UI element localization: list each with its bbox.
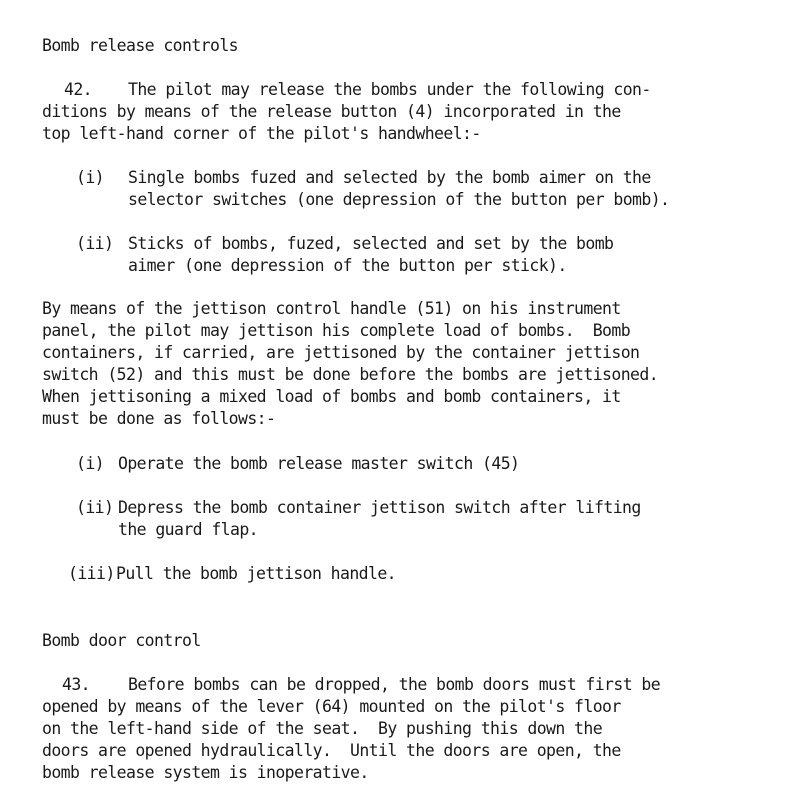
condition-text-line: aimer (one depression of the button per stick).	[128, 256, 567, 275]
paragraph-42-line: The pilot may release the bombs under the following con-	[128, 80, 651, 99]
step-text-line: Operate the bomb release master switch (45)	[118, 454, 520, 473]
jettison-paragraph-line: When jettisoning a mixed load of bombs and bomb containers, it	[42, 387, 621, 406]
step-label: (i)	[76, 454, 105, 473]
condition-text-line: Single bombs fuzed and selected by the bomb aimer on the	[128, 168, 651, 187]
step-label: (ii)	[76, 498, 114, 517]
paragraph-number-43: 43.	[62, 675, 91, 694]
condition-text-line: Sticks of bombs, fuzed, selected and set by the bomb	[128, 234, 614, 253]
condition-label: (i)	[76, 168, 105, 187]
jettison-paragraph-line: containers, if carried, are jettisoned by the container jettison	[42, 343, 640, 362]
section-heading-bomb-release-controls: Bomb release controls	[42, 36, 239, 55]
jettison-paragraph-line: switch (52) and this must be done before the bombs are jettisoned.	[42, 365, 659, 384]
section-heading-bomb-door-control: Bomb door control	[42, 631, 201, 650]
paragraph-43-line: bomb release system is inoperative.	[42, 763, 369, 782]
paragraph-42-line: top left-hand corner of the pilot's handwheel:-	[42, 124, 481, 143]
jettison-paragraph-line: must be done as follows:-	[42, 409, 276, 428]
step-text-line: the guard flap.	[118, 520, 259, 539]
step-text-line: Pull the bomb jettison handle.	[116, 564, 397, 583]
condition-label: (ii)	[76, 234, 114, 253]
paragraph-number-42: 42.	[64, 80, 93, 99]
step-text-line: Depress the bomb container jettison switch after lifting	[118, 498, 641, 517]
paragraph-43-line: doors are opened hydraulically. Until the doors are open, the	[42, 741, 621, 760]
jettison-paragraph-line: By means of the jettison control handle (51) on his instrument	[42, 299, 621, 318]
paragraph-43-line: on the left-hand side of the seat. By pushing this down the	[42, 719, 603, 738]
jettison-paragraph-line: panel, the pilot may jettison his complete load of bombs. Bomb	[42, 321, 631, 340]
paragraph-43-line: Before bombs can be dropped, the bomb doors must first be	[128, 675, 661, 694]
paragraph-43-line: opened by means of the lever (64) mounted on the pilot's floor	[42, 697, 621, 716]
step-label: (iii)	[68, 564, 115, 583]
condition-text-line: selector switches (one depression of the button per bomb).	[128, 190, 670, 209]
paragraph-42-line: ditions by means of the release button (4) incorporated in the	[42, 102, 621, 121]
